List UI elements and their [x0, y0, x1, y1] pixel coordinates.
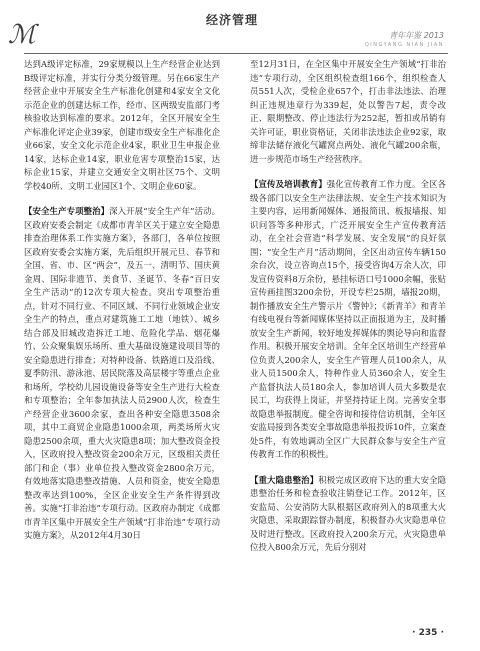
header-divider: [24, 53, 448, 54]
page-header: [0, 0, 480, 58]
paragraph: 至12月31日，在全区集中开展安全生产领域“打非治违”专项行动，全区组织检查组166个，组织检查人员551人次，受检企业657个，打击非法违法、治理纠正违规违章行为339起，处以警告7起，责令改正、限期整改、停止违法行为252起，暂扣或吊销有关许可证，职业资格证，关闭非法违法企业92家，取缔非法储存液化气罐窝点两处、液化气罐200余瓶，进一步规范市场生产经营秩序。: [250, 59, 446, 164]
section-title: 经济管理: [206, 13, 259, 27]
paragraph: 达到A级评定标准，29家规模以上生产经营企业达到B级评定标准，并实行分类分级管理。另在66家生产经营企业中开展安全生产标准化创建和4家安全文化示范企业的创建达标工作，经市、区两级安监部门考核验收达到标准的要求。2012年，全区开展安全生产标准化评定企业39家，创建市级安全生产标准化企业66家，安全文化示范企业4家，职业卫生申报企业14家，达标企业14家，职业危害专项整治15家，达标企业15家，并建立交通安全文明社区75个、文明学校40所、文明工业园区1个、文明企业60家。: [24, 59, 220, 191]
brand-block: [365, 30, 444, 48]
paragraph-major-hazards: [250, 474, 446, 555]
paragraph-safety-rectification: [24, 205, 220, 543]
paragraph-text: 深入开展“安全生产年”活动。区政府安委会制定《成都市青羊区关于建立安全隐患排查治理体系工作实施方案》，各部门，各单位按照区政府安委会实施方案，先后组织开展元旦、春节和全国、省、市、区“两会”，及五一、清明节、国庆黄金周、国际非遗节、美食节、圣诞节、冬春“百日安全生产活动”的12次专项大检查。突出专项整治重点，针对不同行业、不同区域、不同行业领域企业安全生产的特点，重点对建筑施工工地（地铁）、城乡结合部及旧城改造拆迁工地、危险化学品、烟花爆竹、公众聚集娱乐场所、重大基础设施建设项目等的安全隐患进行排查；对特种设备、铁路道口及沿线、夏季防汛、游泳池、居民院落及高层楼宇等重点企业和场所，学校幼儿园设施设备等安全生产进行大检查和专项整治；全年参加执法人员2900人次，检查生产经营企业3600余家，查出各种安全隐患3508余项，其中工商贸企业隐患1000余项，两类场所火灾隐患2500余项，重大火灾隐患8项；加大整改资金投入，区政府投入整改资金200余万元，区级相关责任部门和企（事）业单位投入整改资金2800余万元，有效地落实隐患整改措施、人员和资金，使安全隐患整改率达到100%，全区企业安全生产条件得到改善。实施“打非治违”专项行动。区政府办制定《成都市青羊区集中开展安全生产领域“打非治违”专项行动实施方案》，从2012年4月30日: [24, 206, 221, 540]
brand-subtitle: QINGYANG NIAN JIAN: [364, 42, 444, 48]
left-column: [24, 58, 220, 547]
yearbook-logo: ℳ: [8, 20, 32, 50]
brand-title: 青年年鉴 2013: [389, 31, 444, 40]
section-tag: 【重大隐患整治】: [250, 474, 319, 485]
paragraph-text: 强化宣传教育工作力度。全区各级各部门以安全生产法律法规、安全生产技术知识为主要内容，运用新闻媒体、通报简讯、板报墙报、知识问答等多种形式，广泛开展安全生产宣传教育活动，在全社会营造“科学发展、安全发展”的良好氛围；“安全生产月”活动期间，全区出动宣传车辆150余台次，设立咨询点15个，接受咨询4万余人次，印发宣传资料8万余份，悬挂标语口号1000余幅，张贴宣传画挂图3200余份，开设专栏25期，墙报20期，制作播放安全生产警示片《警钟》；《新青羊》和青羊有线电视台等新闻媒体坚持以正面报道为主，及时播放安全生产新闻，较好地发挥媒体的舆论导向和监督作用。积极开展安全培训。全年全区培训生产经营单位负责人200余人，安全生产管理人员100余人，从业人员1500余人，特种作业人员360余人，安全生产监督执法人员180余人，参加培训人员大多数是农民工，均获得上岗证，并坚持持证上岗。完善安全事故隐患举报制度。健全咨询和接待信访机制，全年区安监局接到各类安全事故隐患举报投诉10件，立案查处5件，有效地调动全区广大民群众参与安全生产宣传教育工作的积极性。: [250, 179, 447, 459]
right-column: [250, 58, 446, 559]
section-tag: 【宣传及培训教育】: [250, 179, 327, 189]
paragraph-text: 积极完成区政府下达的重大安全隐患整治任务和检查验收注销登记工作。2012年，区安监局、公安消防大队根据区政府列入的8项重大火灾隐患，采取跟踪督办制度，积极督办火灾隐患单位及时进行整改。区政府投入200余万元，火灾隐患单位投入800余万元，先后分别对: [250, 474, 447, 552]
page-number: · 235 ·: [412, 628, 444, 638]
paragraph-publicity-training: [250, 178, 446, 462]
section-tag: 【安全生产专项整治】: [24, 206, 110, 216]
